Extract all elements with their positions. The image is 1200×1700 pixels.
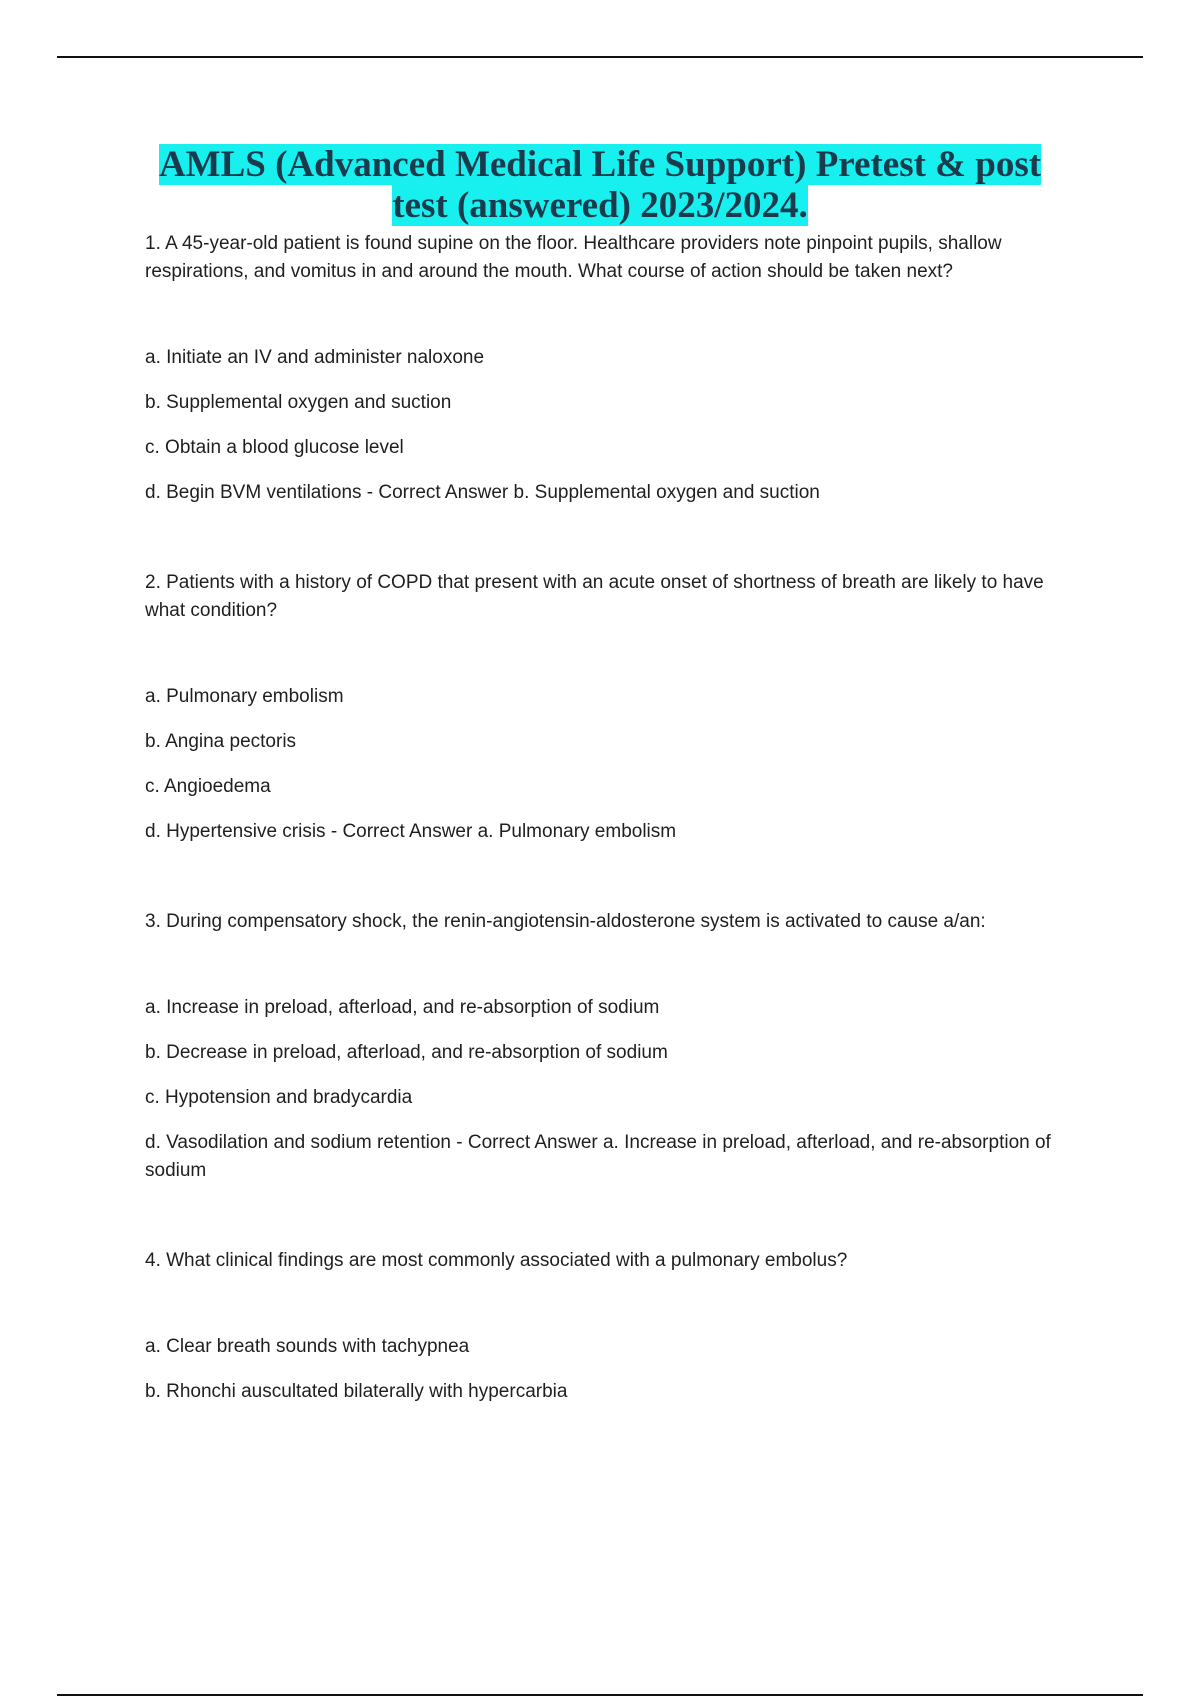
document-title <box>60 144 1140 226</box>
option-a: a. Clear breath sounds with tachypnea <box>145 1336 470 1357</box>
option-b: b. Supplemental oxygen and suction <box>145 392 452 413</box>
question-block-3 <box>145 908 1085 1185</box>
question-text: 4. What clinical findings are most commonly associated with a pulmonary embolus? <box>145 1250 848 1271</box>
option-b: b. Rhonchi auscultated bilaterally with hypercarbia <box>145 1381 568 1402</box>
option-c: c. Obtain a blood glucose level <box>145 437 404 458</box>
question-block-1 <box>145 230 1085 507</box>
option-a: a. Increase in preload, afterload, and re-absorption of sodium <box>145 997 660 1018</box>
option-b: b. Angina pectoris <box>145 731 297 752</box>
option-d-with-answer: d. Begin BVM ventilations - Correct Answer b. Supplemental oxygen and suction <box>145 482 820 503</box>
option-a: a. Pulmonary embolism <box>145 686 344 707</box>
title-line-1: AMLS (Advanced Medical Life Support) Pretest & post <box>158 144 1042 185</box>
option-list <box>145 1333 1085 1406</box>
question-text: 3. During compensatory shock, the renin-angiotensin-aldosterone system is activated to cause a/an: <box>145 911 986 932</box>
option-list <box>145 344 1085 507</box>
question-text: 1. A 45-year-old patient is found supine on the floor. Healthcare providers note pinpoint pupils, shallow respirations, and vomitus in and around the mouth. What course of action should be taken next? <box>145 233 1002 282</box>
option-a: a. Initiate an IV and administer naloxone <box>145 347 485 368</box>
option-d-with-answer: d. Vasodilation and sodium retention - Correct Answer a. Increase in preload, afterload, and re-absorption of sodium <box>145 1132 1051 1181</box>
top-rule <box>57 56 1143 58</box>
option-b: b. Decrease in preload, afterload, and re-absorption of sodium <box>145 1042 668 1063</box>
question-list <box>145 230 1085 1468</box>
title-line-2: test (answered) 2023/2024. <box>392 185 808 226</box>
question-block-2 <box>145 569 1085 846</box>
option-c: c. Angioedema <box>145 776 271 797</box>
option-c: c. Hypotension and bradycardia <box>145 1087 413 1108</box>
option-list <box>145 994 1085 1185</box>
option-list <box>145 683 1085 846</box>
question-block-4 <box>145 1247 1085 1406</box>
option-d-with-answer: d. Hypertensive crisis - Correct Answer a. Pulmonary embolism <box>145 821 677 842</box>
question-text: 2. Patients with a history of COPD that present with an acute onset of shortness of breath are likely to have what condition? <box>145 572 1044 621</box>
bottom-rule <box>57 1694 1143 1696</box>
